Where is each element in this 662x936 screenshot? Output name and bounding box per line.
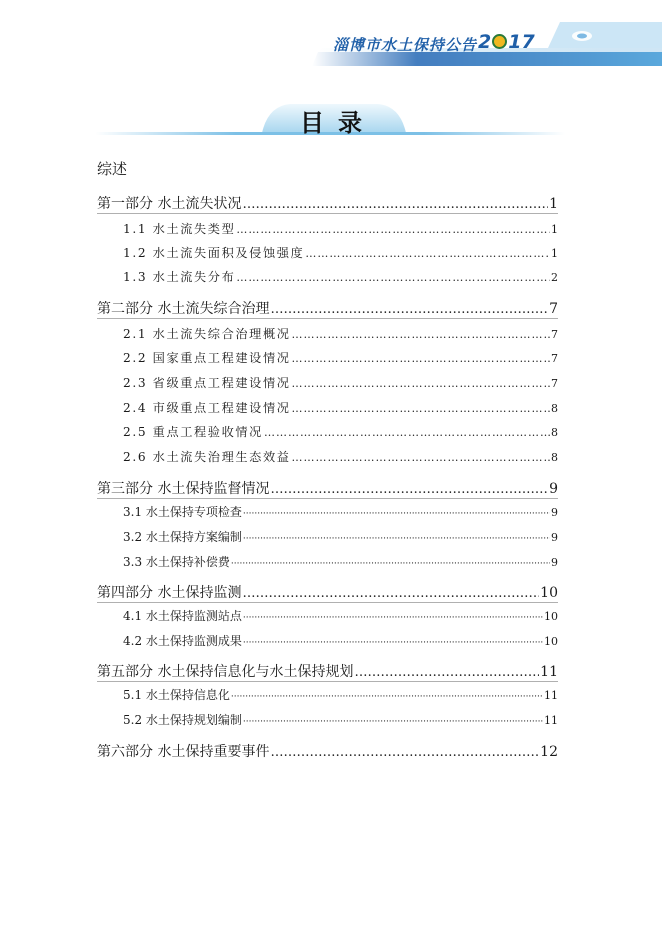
toc-part-4[interactable] — [97, 582, 558, 602]
toc-intro: 综述 — [97, 160, 128, 178]
toc-section-label: 3.3 水土保持补偿费 — [123, 555, 230, 569]
toc-part-3[interactable] — [97, 478, 558, 498]
toc-section-2-2[interactable] — [123, 349, 558, 366]
leader-dots — [243, 509, 550, 519]
part-rule — [97, 213, 558, 214]
leader-dots — [243, 717, 543, 727]
toc-page-number: 1 — [551, 223, 558, 236]
leader-dots — [231, 559, 550, 569]
toc-page-number: 8 — [551, 451, 558, 464]
leader-dots — [270, 302, 548, 317]
leader-dots — [243, 638, 543, 648]
leader-dots — [354, 665, 539, 680]
toc-section-label: 5.2 水土保持规划编制 — [123, 713, 242, 727]
leader-dots — [236, 223, 550, 236]
toc-page-number: 8 — [551, 402, 558, 415]
toc-section-3-1[interactable] — [123, 503, 558, 520]
toc-page-number: 7 — [551, 328, 558, 341]
toc-section-label: 5.1 水土保持信息化 — [123, 688, 230, 702]
toc-section-1-2[interactable] — [123, 244, 558, 261]
toc-section-1-1[interactable] — [123, 220, 558, 237]
toc-section-label: 2.3 省级重点工程建设情况 — [123, 376, 291, 390]
part-rule — [97, 318, 558, 319]
toc-section-1-3[interactable] — [123, 268, 558, 285]
toc-part-label: 第五部分 水土保持信息化与水土保持规划 — [97, 664, 354, 680]
toc-page-number: 9 — [551, 531, 558, 544]
toc-section-label: 3.1 水土保持专项检查 — [123, 505, 242, 519]
toc-page-number: 11 — [540, 664, 558, 680]
toc-page-number: 1 — [549, 196, 558, 212]
toc-part-1[interactable] — [97, 193, 558, 213]
toc-page-number: 10 — [544, 610, 558, 623]
toc-page-number: 7 — [551, 352, 558, 365]
toc-page-number: 2 — [551, 271, 558, 284]
toc-part-label: 第二部分 水土流失综合治理 — [97, 301, 270, 317]
toc-section-2-3[interactable] — [123, 374, 558, 391]
leader-dots — [243, 613, 543, 623]
toc-section-4-1[interactable] — [123, 607, 558, 624]
toc-part-label: 第三部分 水土保持监督情况 — [97, 481, 270, 497]
toc-page-number: 9 — [551, 556, 558, 569]
leader-dots — [242, 197, 548, 212]
toc-page-number: 12 — [540, 744, 558, 760]
toc-part-label: 第一部分 水土流失状况 — [97, 196, 242, 212]
toc-title: 目录 — [300, 109, 376, 137]
toc-section-label: 4.2 水土保持监测成果 — [123, 634, 242, 648]
toc-section-label: 3.2 水土保持方案编制 — [123, 530, 242, 544]
toc-section-label: 1.3 水土流失分布 — [123, 270, 236, 284]
leader-dots — [270, 482, 548, 497]
toc-page-number: 9 — [551, 506, 558, 519]
header-year — [478, 31, 535, 53]
toc-section-4-2[interactable] — [123, 632, 558, 649]
banner-stripes — [0, 0, 662, 80]
toc-page-number: 11 — [544, 689, 558, 702]
toc-part-2[interactable] — [97, 298, 558, 318]
leader-dots — [270, 745, 539, 760]
toc-section-label: 4.1 水土保持监测站点 — [123, 609, 242, 623]
toc-part-label: 第四部分 水土保持监测 — [97, 585, 242, 601]
part-rule — [97, 681, 558, 682]
leader-dots — [231, 692, 543, 702]
toc-section-label: 2.2 国家重点工程建设情况 — [123, 351, 291, 365]
toc-page-number: 10 — [544, 635, 558, 648]
leader-dots — [292, 352, 550, 365]
toc-section-5-1[interactable] — [123, 686, 558, 703]
toc-page-number: 9 — [549, 481, 558, 497]
toc-part-label: 第六部分 水土保持重要事件 — [97, 744, 270, 760]
toc-page-number: 1 — [551, 247, 558, 260]
leader-dots — [292, 451, 550, 464]
year-zero-emblem-icon — [492, 34, 507, 49]
toc-page-number: 7 — [549, 301, 558, 317]
toc-page-number: 8 — [551, 426, 558, 439]
toc-part-5[interactable] — [97, 661, 558, 681]
toc-section-label: 2.4 市级重点工程建设情况 — [123, 401, 291, 415]
header-banner — [0, 0, 662, 80]
leader-dots — [243, 534, 550, 544]
year-left: 2 — [478, 31, 492, 53]
toc-section-2-1[interactable] — [123, 325, 558, 342]
toc-section-label: 1.2 水土流失面积及侵蚀强度 — [123, 246, 305, 260]
year-right: 17 — [508, 31, 535, 53]
toc-page-number: 11 — [544, 714, 558, 727]
toc-section-5-2[interactable] — [123, 711, 558, 728]
toc-section-label: 2.6 水土流失治理生态效益 — [123, 450, 291, 464]
leader-dots — [292, 402, 550, 415]
toc-section-3-3[interactable] — [123, 553, 558, 570]
leader-dots — [264, 426, 550, 439]
leader-dots — [292, 377, 550, 390]
leader-dots — [292, 328, 550, 341]
toc-section-label: 2.1 水土流失综合治理概况 — [123, 327, 291, 341]
leader-dots — [305, 247, 550, 260]
toc-section-2-5[interactable] — [123, 423, 558, 440]
toc-section-2-6[interactable] — [123, 448, 558, 465]
toc-page-number: 7 — [551, 377, 558, 390]
leader-dots — [236, 271, 550, 284]
toc-section-label: 2.5 重点工程验收情况 — [123, 425, 263, 439]
toc-part-6[interactable] — [97, 741, 558, 761]
toc-page-number: 10 — [540, 585, 558, 601]
toc-section-3-2[interactable] — [123, 528, 558, 545]
part-rule — [97, 602, 558, 603]
toc-section-label: 1.1 水土流失类型 — [123, 222, 236, 236]
toc-section-2-4[interactable] — [123, 399, 558, 416]
header-title: 淄博市水土保持公告 — [333, 36, 478, 54]
part-rule — [97, 498, 558, 499]
leader-dots — [242, 586, 539, 601]
